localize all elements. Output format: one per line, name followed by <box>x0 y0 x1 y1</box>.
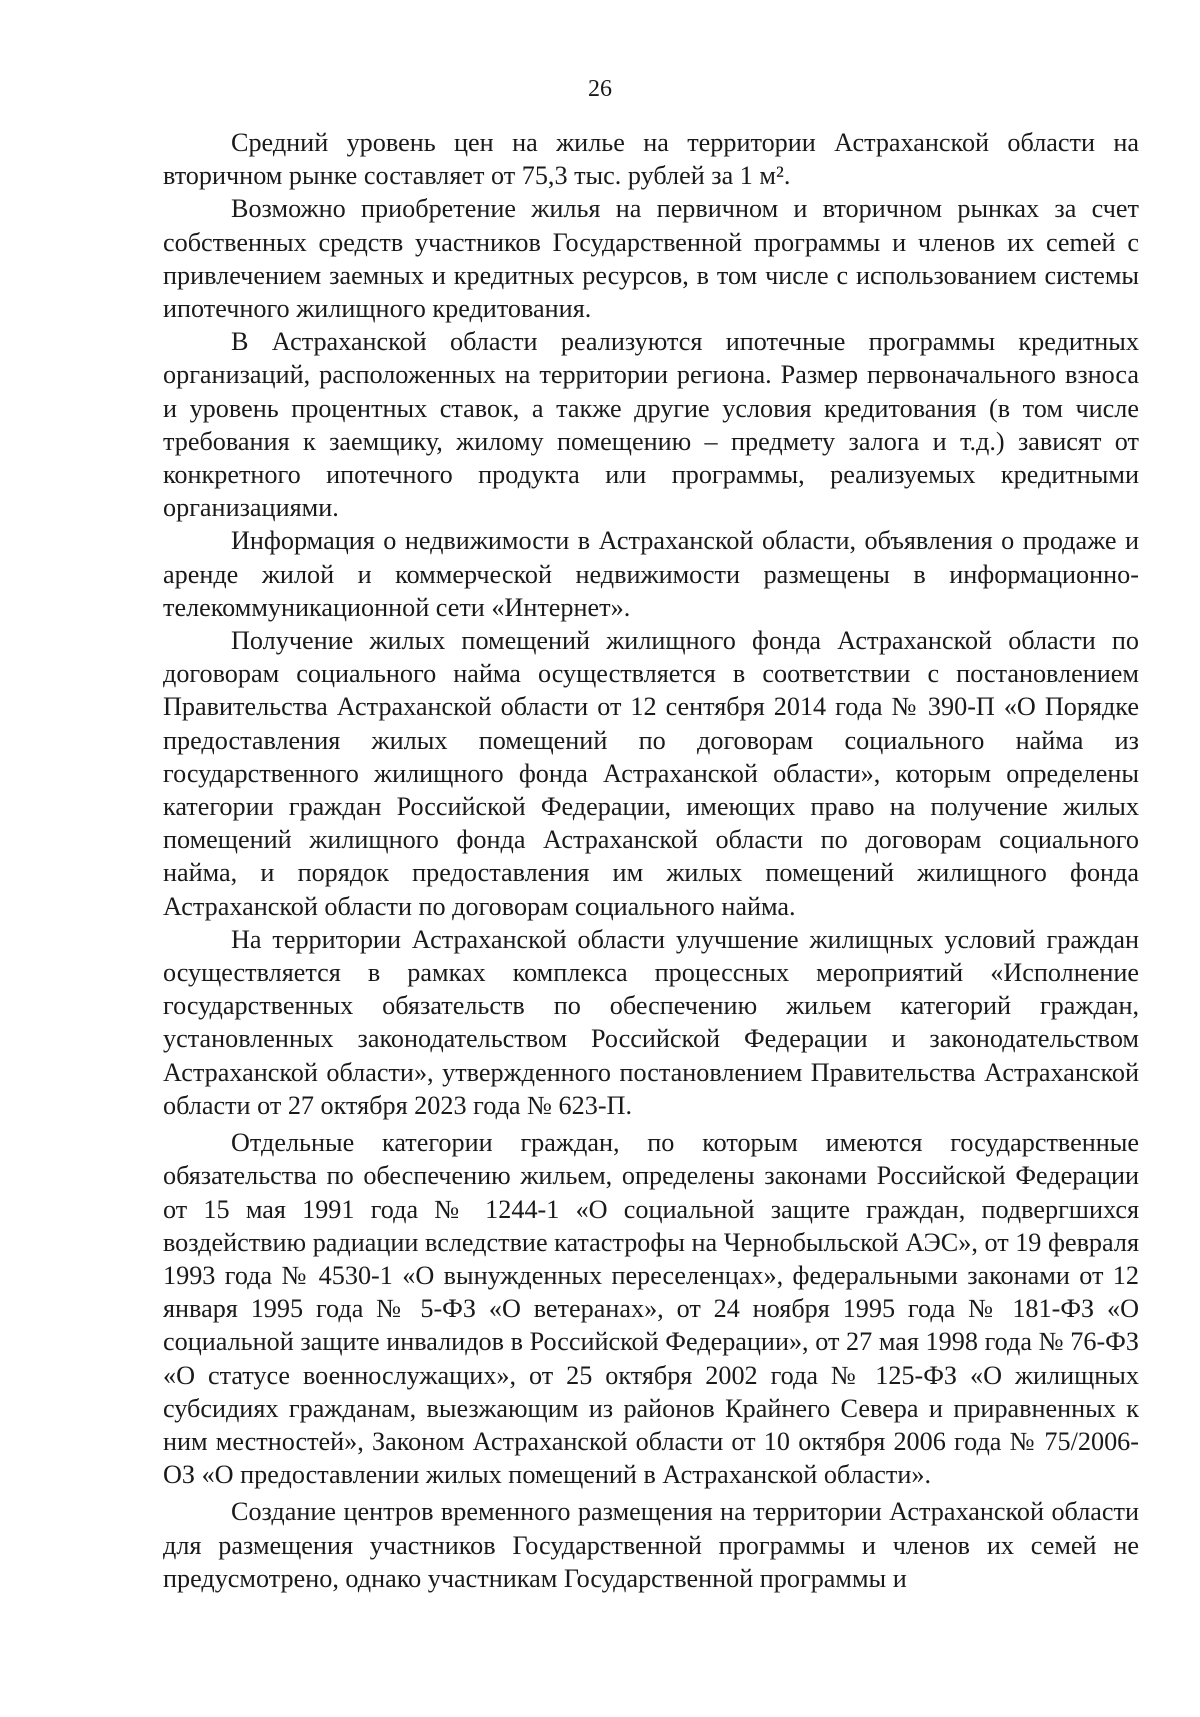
paragraph-mortgage-programs: В Астраханской области реализуются ипотечные программы кредитных организаций, расположенных на территории региона. Размер первоначального взноса и уровень процентных ставок, а также другие условия кредитования (в том числе требования к заемщику, жилому помещению – предмету залога и т.д.) зависят от конкретного ипотечного продукта или программы, реализуемых кредитными организациями. <box>163 327 1139 523</box>
paragraph-secondary-market-prices: Средний уровень цен на жилье на территории Астраханской области на вторичном рынке составляет от 75,3 тыс. рублей за 1 м². <box>163 128 1139 191</box>
paragraph-housing-improvement: На территории Астраханской области улучшение жилищных условий граждан осуществляется в рамках комплекса процессных мероприятий «Исполнение государственных обязательств по обеспечению жильем категорий граждан, установленных законодательством Российской Федерации и законодательством Астраханской области», утвержденного постановлением Правительства Астраханской области от 27 октября 2023 года № 623-П. <box>163 924 1139 1120</box>
paragraph-housing-purchase: Возможно приобретение жилья на первичном и вторичном рынках за счет собственных средств участников Государственной программы и членов их сеmей с привлечением заемных и кредитных ресурсов, в том числе с использованием системы ипотечного жилищного кредитования. <box>163 194 1139 324</box>
page-number: 26 <box>588 76 612 102</box>
paragraph-citizen-categories: Отдельные категории граждан, по которым имеются государственные обязательства по обеспечению жильем, определены законами Российской Федерации от 15 мая 1991 года № 1244-1 «О социальной защите граждан, подвергшихся воздействию радиации вследствие катастрофы на Чернобыльской АЭС», от 19 февраля 1993 года № 4530-1 «О вынужденных переселенцах», федеральными законами от 12 января 1995 года № 5-ФЗ «О ветеранах», от 24 ноября 1995 года № 181-ФЗ «О социальной защите инвалидов в Российской Федерации», от 27 мая 1998 года № 76-ФЗ «О статусе военнослужащих», от 25 октября 2002 года № 125-ФЗ «О жилищных субсидиях гражданам, выезжающим из районов Крайнего Севера и приравненных к ним местностей», Законом Астраханской области от 10 октября 2006 года № 75/2006-ОЗ «О предоставлении жилых помещений в Астраханской области». <box>163 1128 1139 1490</box>
paragraph-social-rent: Получение жилых помещений жилищного фонда Астраханской области по договорам социального найма осуществляется в соответствии с постановлением Правительства Астраханской области от 12 сентября 2014 года № 390-П «О Порядке предоставления жилых помещений по договорам социального найма из государственного жилищного фонда Астраханской области», которым определены категории граждан Российской Федерации, имеющих право на получение жилых помещений жилищного фонда Астраханской области по договорам социального найма, и порядок предоставления им жилых помещений жилищного фонда Астраханской области по договорам социального найма. <box>163 626 1139 921</box>
document-body <box>163 126 1139 1595</box>
paragraph-real-estate-info: Информация о недвижимости в Астраханской области, объявления о продаже и аренде жилой и коммерческой недвижимости размещены в информационно-телекоммуникационной сети «Интернет». <box>163 526 1139 622</box>
paragraph-temporary-accommodation: Создание центров временного размещения на территории Астраханской области для размещения участников Государственной программы и членов их семей не предусмотрено, однако участникам Государственной программы и <box>163 1497 1139 1593</box>
